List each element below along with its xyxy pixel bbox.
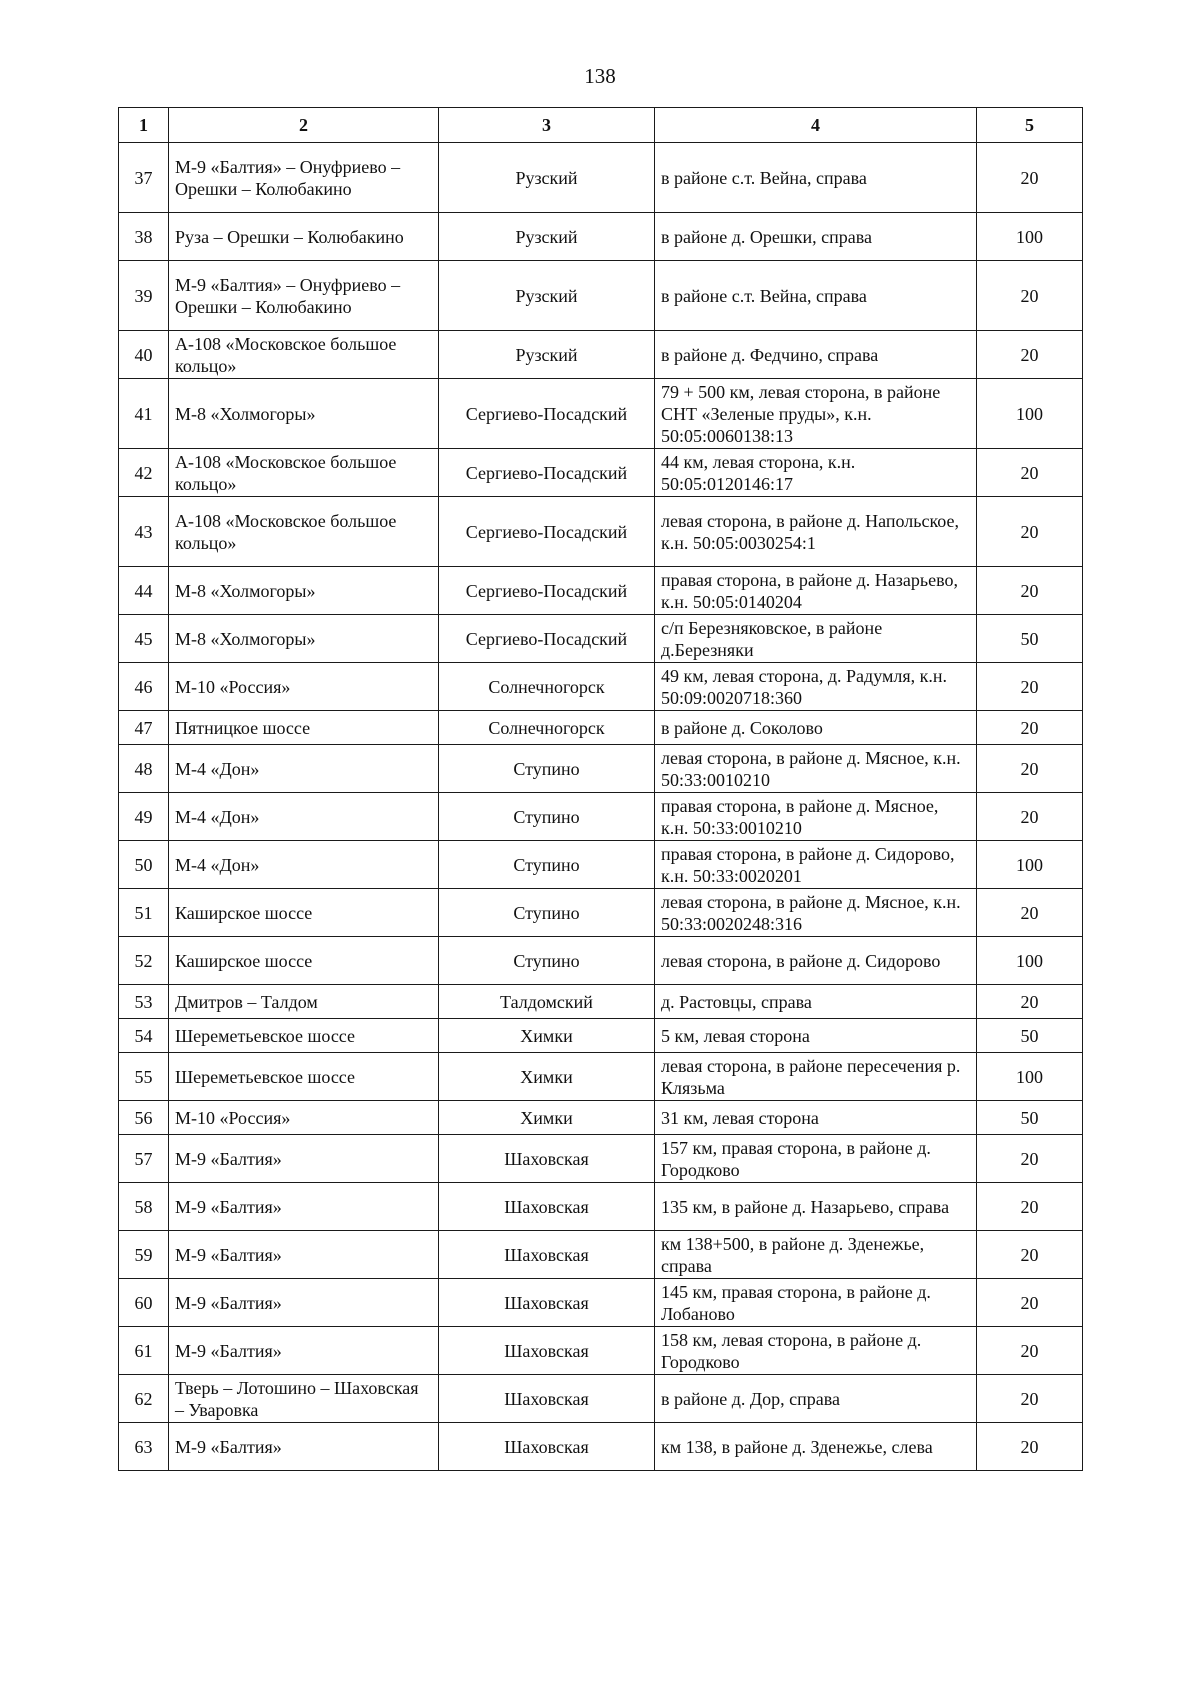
location-description: 44 км, левая сторона, к.н. 50:05:0120146:17 bbox=[655, 449, 977, 497]
road-name: М-9 «Балтия» – Онуфриево – Орешки – Колюбакино bbox=[169, 143, 439, 213]
road-name: Шереметьевское шоссе bbox=[169, 1019, 439, 1053]
row-number: 37 bbox=[119, 143, 169, 213]
value-cell: 20 bbox=[977, 745, 1083, 793]
road-name: М-9 «Балтия» bbox=[169, 1327, 439, 1375]
column-header-1: 1 bbox=[119, 108, 169, 143]
table-row bbox=[119, 213, 1083, 261]
location-description: 145 км, правая сторона, в районе д. Лобаново bbox=[655, 1279, 977, 1327]
district-name: Сергиево-Посадский bbox=[439, 497, 655, 567]
table-header bbox=[119, 108, 1083, 143]
column-header-2: 2 bbox=[169, 108, 439, 143]
location-description: 79 + 500 км, левая сторона, в районе СНТ «Зеленые пруды», к.н. 50:05:0060138:13 bbox=[655, 379, 977, 449]
table-row bbox=[119, 889, 1083, 937]
district-name: Рузский bbox=[439, 143, 655, 213]
road-name: Тверь – Лотошино – Шаховская – Уваровка bbox=[169, 1375, 439, 1423]
road-name: М-9 «Балтия» – Онуфриево – Орешки – Колюбакино bbox=[169, 261, 439, 331]
district-name: Рузский bbox=[439, 213, 655, 261]
location-description: 135 км, в районе д. Назарьево, справа bbox=[655, 1183, 977, 1231]
row-number: 59 bbox=[119, 1231, 169, 1279]
district-name: Химки bbox=[439, 1053, 655, 1101]
road-name: Пятницкое шоссе bbox=[169, 711, 439, 745]
row-number: 48 bbox=[119, 745, 169, 793]
table-row bbox=[119, 1375, 1083, 1423]
value-cell: 20 bbox=[977, 497, 1083, 567]
table-row bbox=[119, 615, 1083, 663]
location-description: 49 км, левая сторона, д. Радумля, к.н. 50:09:0020718:360 bbox=[655, 663, 977, 711]
value-cell: 20 bbox=[977, 449, 1083, 497]
table-row bbox=[119, 1101, 1083, 1135]
row-number: 44 bbox=[119, 567, 169, 615]
value-cell: 20 bbox=[977, 1423, 1083, 1471]
location-description: 31 км, левая сторона bbox=[655, 1101, 977, 1135]
table-row bbox=[119, 379, 1083, 449]
location-description: 157 км, правая сторона, в районе д. Городково bbox=[655, 1135, 977, 1183]
table-row bbox=[119, 143, 1083, 213]
road-name: М-10 «Россия» bbox=[169, 1101, 439, 1135]
road-name: М-9 «Балтия» bbox=[169, 1231, 439, 1279]
row-number: 63 bbox=[119, 1423, 169, 1471]
row-number: 46 bbox=[119, 663, 169, 711]
location-description: правая сторона, в районе д. Сидорово, к.н. 50:33:0020201 bbox=[655, 841, 977, 889]
location-description: в районе д. Орешки, справа bbox=[655, 213, 977, 261]
road-name: М-10 «Россия» bbox=[169, 663, 439, 711]
row-number: 49 bbox=[119, 793, 169, 841]
district-name: Шаховская bbox=[439, 1183, 655, 1231]
location-description: в районе д. Соколово bbox=[655, 711, 977, 745]
column-header-4: 4 bbox=[655, 108, 977, 143]
table-row bbox=[119, 841, 1083, 889]
value-cell: 100 bbox=[977, 937, 1083, 985]
row-number: 40 bbox=[119, 331, 169, 379]
district-name: Шаховская bbox=[439, 1423, 655, 1471]
road-name: Каширское шоссе bbox=[169, 889, 439, 937]
table-row bbox=[119, 1135, 1083, 1183]
column-header-5: 5 bbox=[977, 108, 1083, 143]
table-row bbox=[119, 1279, 1083, 1327]
table-row bbox=[119, 1231, 1083, 1279]
road-name: М-9 «Балтия» bbox=[169, 1183, 439, 1231]
road-name: А-108 «Московское большое кольцо» bbox=[169, 331, 439, 379]
roadside-sites-table bbox=[118, 107, 1083, 1471]
road-name: М-4 «Дон» bbox=[169, 841, 439, 889]
page-number: 138 bbox=[584, 64, 616, 88]
road-name: А-108 «Московское большое кольцо» bbox=[169, 449, 439, 497]
location-description: в районе с.т. Вейна, справа bbox=[655, 143, 977, 213]
table-row bbox=[119, 449, 1083, 497]
value-cell: 20 bbox=[977, 663, 1083, 711]
row-number: 51 bbox=[119, 889, 169, 937]
value-cell: 20 bbox=[977, 1183, 1083, 1231]
location-description: в районе с.т. Вейна, справа bbox=[655, 261, 977, 331]
table-row bbox=[119, 331, 1083, 379]
table-row bbox=[119, 663, 1083, 711]
row-number: 58 bbox=[119, 1183, 169, 1231]
table-row bbox=[119, 1183, 1083, 1231]
location-description: км 138, в районе д. Зденежье, слева bbox=[655, 1423, 977, 1471]
district-name: Ступино bbox=[439, 937, 655, 985]
district-name: Шаховская bbox=[439, 1135, 655, 1183]
location-description: левая сторона, в районе д. Мясное, к.н. 50:33:0010210 bbox=[655, 745, 977, 793]
table-row bbox=[119, 985, 1083, 1019]
road-name: Шереметьевское шоссе bbox=[169, 1053, 439, 1101]
location-description: 158 км, левая сторона, в районе д. Городково bbox=[655, 1327, 977, 1375]
road-name: М-4 «Дон» bbox=[169, 745, 439, 793]
value-cell: 20 bbox=[977, 331, 1083, 379]
district-name: Рузский bbox=[439, 331, 655, 379]
road-name: М-9 «Балтия» bbox=[169, 1423, 439, 1471]
district-name: Шаховская bbox=[439, 1375, 655, 1423]
district-name: Сергиево-Посадский bbox=[439, 449, 655, 497]
district-name: Солнечногорск bbox=[439, 711, 655, 745]
row-number: 55 bbox=[119, 1053, 169, 1101]
row-number: 60 bbox=[119, 1279, 169, 1327]
column-header-3: 3 bbox=[439, 108, 655, 143]
value-cell: 20 bbox=[977, 985, 1083, 1019]
value-cell: 20 bbox=[977, 143, 1083, 213]
location-description: км 138+500, в районе д. Зденежье, справа bbox=[655, 1231, 977, 1279]
row-number: 42 bbox=[119, 449, 169, 497]
table-body bbox=[119, 143, 1083, 1471]
value-cell: 20 bbox=[977, 793, 1083, 841]
location-description: в районе д. Дор, справа bbox=[655, 1375, 977, 1423]
value-cell: 20 bbox=[977, 1375, 1083, 1423]
row-number: 38 bbox=[119, 213, 169, 261]
value-cell: 50 bbox=[977, 1019, 1083, 1053]
value-cell: 100 bbox=[977, 213, 1083, 261]
value-cell: 50 bbox=[977, 615, 1083, 663]
value-cell: 20 bbox=[977, 711, 1083, 745]
value-cell: 100 bbox=[977, 379, 1083, 449]
row-number: 50 bbox=[119, 841, 169, 889]
row-number: 56 bbox=[119, 1101, 169, 1135]
value-cell: 20 bbox=[977, 1135, 1083, 1183]
road-name: М-8 «Холмогоры» bbox=[169, 615, 439, 663]
table-row bbox=[119, 1053, 1083, 1101]
district-name: Солнечногорск bbox=[439, 663, 655, 711]
table-row bbox=[119, 261, 1083, 331]
district-name: Химки bbox=[439, 1101, 655, 1135]
table-row bbox=[119, 567, 1083, 615]
location-description: в районе д. Федчино, справа bbox=[655, 331, 977, 379]
location-description: левая сторона, в районе д. Сидорово bbox=[655, 937, 977, 985]
value-cell: 20 bbox=[977, 1327, 1083, 1375]
district-name: Ступино bbox=[439, 841, 655, 889]
district-name: Сергиево-Посадский bbox=[439, 379, 655, 449]
row-number: 39 bbox=[119, 261, 169, 331]
table-row bbox=[119, 1423, 1083, 1471]
location-description: правая сторона, в районе д. Мясное, к.н. 50:33:0010210 bbox=[655, 793, 977, 841]
value-cell: 20 bbox=[977, 261, 1083, 331]
table-row bbox=[119, 1327, 1083, 1375]
district-name: Ступино bbox=[439, 889, 655, 937]
district-name: Ступино bbox=[439, 745, 655, 793]
district-name: Шаховская bbox=[439, 1279, 655, 1327]
value-cell: 20 bbox=[977, 889, 1083, 937]
row-number: 41 bbox=[119, 379, 169, 449]
road-name: М-8 «Холмогоры» bbox=[169, 379, 439, 449]
row-number: 45 bbox=[119, 615, 169, 663]
value-cell: 20 bbox=[977, 1231, 1083, 1279]
location-description: 5 км, левая сторона bbox=[655, 1019, 977, 1053]
district-name: Сергиево-Посадский bbox=[439, 615, 655, 663]
district-name: Химки bbox=[439, 1019, 655, 1053]
road-name: Дмитров – Талдом bbox=[169, 985, 439, 1019]
value-cell: 20 bbox=[977, 1279, 1083, 1327]
road-name: М-4 «Дон» bbox=[169, 793, 439, 841]
location-description: левая сторона, в районе д. Напольское, к.н. 50:05:0030254:1 bbox=[655, 497, 977, 567]
district-name: Шаховская bbox=[439, 1231, 655, 1279]
table-row bbox=[119, 711, 1083, 745]
district-name: Ступино bbox=[439, 793, 655, 841]
table-row bbox=[119, 937, 1083, 985]
table-row bbox=[119, 793, 1083, 841]
table-row bbox=[119, 745, 1083, 793]
value-cell: 50 bbox=[977, 1101, 1083, 1135]
district-name: Рузский bbox=[439, 261, 655, 331]
district-name: Талдомский bbox=[439, 985, 655, 1019]
road-name: А-108 «Московское большое кольцо» bbox=[169, 497, 439, 567]
row-number: 47 bbox=[119, 711, 169, 745]
road-name: М-8 «Холмогоры» bbox=[169, 567, 439, 615]
row-number: 52 bbox=[119, 937, 169, 985]
location-description: правая сторона, в районе д. Назарьево, к.н. 50:05:0140204 bbox=[655, 567, 977, 615]
road-name: Каширское шоссе bbox=[169, 937, 439, 985]
row-number: 57 bbox=[119, 1135, 169, 1183]
location-description: с/п Березняковское, в районе д.Березняки bbox=[655, 615, 977, 663]
value-cell: 20 bbox=[977, 567, 1083, 615]
row-number: 54 bbox=[119, 1019, 169, 1053]
value-cell: 100 bbox=[977, 841, 1083, 889]
road-name: М-9 «Балтия» bbox=[169, 1135, 439, 1183]
row-number: 62 bbox=[119, 1375, 169, 1423]
location-description: левая сторона, в районе д. Мясное, к.н. 50:33:0020248:316 bbox=[655, 889, 977, 937]
header-row bbox=[119, 108, 1083, 143]
row-number: 43 bbox=[119, 497, 169, 567]
table-row bbox=[119, 1019, 1083, 1053]
row-number: 61 bbox=[119, 1327, 169, 1375]
row-number: 53 bbox=[119, 985, 169, 1019]
road-name: Руза – Орешки – Колюбакино bbox=[169, 213, 439, 261]
value-cell: 100 bbox=[977, 1053, 1083, 1101]
district-name: Сергиево-Посадский bbox=[439, 567, 655, 615]
table-row bbox=[119, 497, 1083, 567]
road-name: М-9 «Балтия» bbox=[169, 1279, 439, 1327]
location-description: левая сторона, в районе пересечения р. Клязьма bbox=[655, 1053, 977, 1101]
district-name: Шаховская bbox=[439, 1327, 655, 1375]
location-description: д. Растовцы, справа bbox=[655, 985, 977, 1019]
